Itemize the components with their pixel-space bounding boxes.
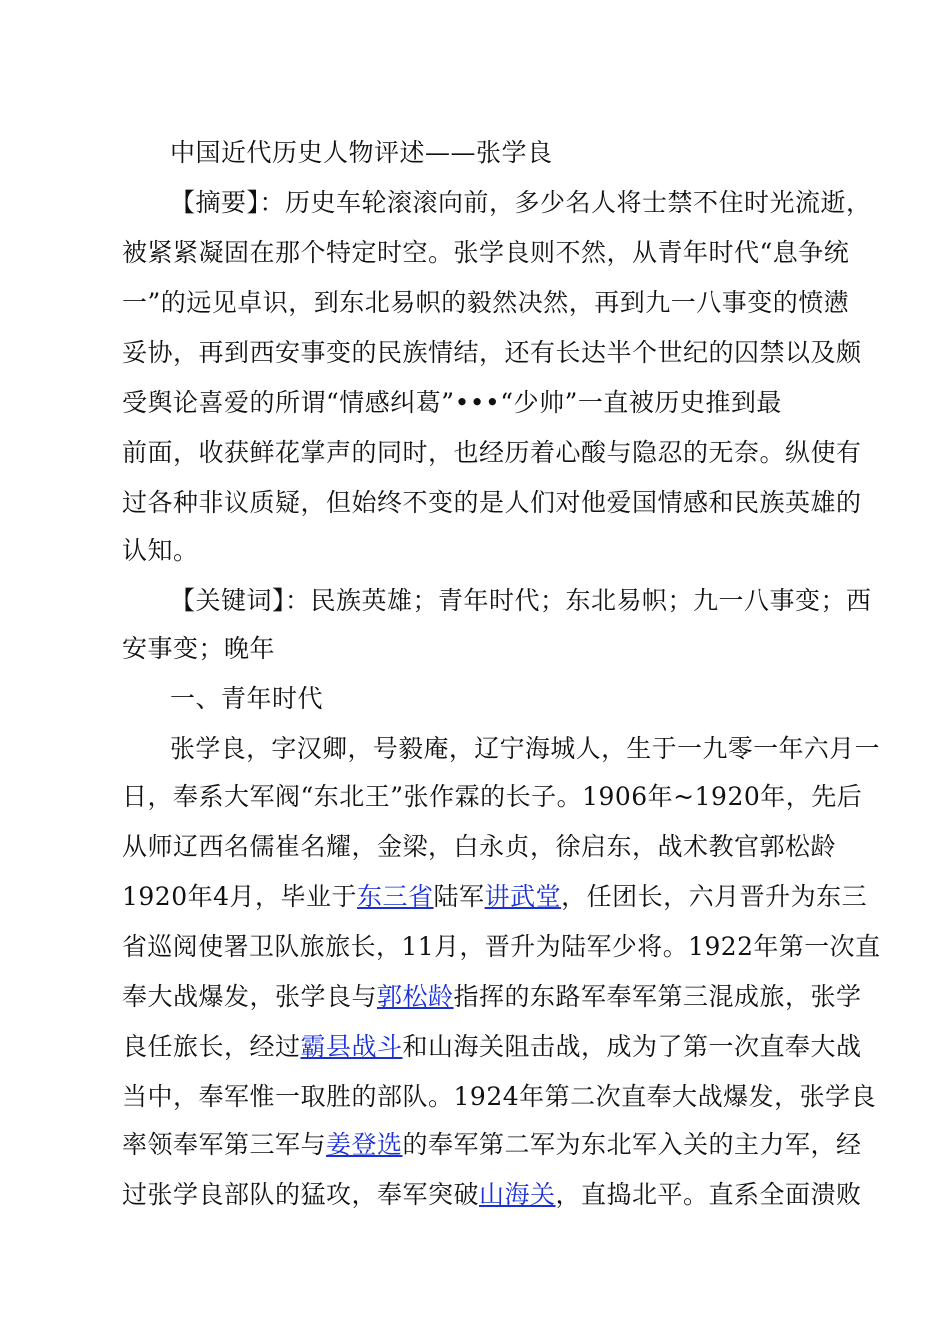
link-guosongling[interactable]: 郭松龄: [377, 982, 454, 1011]
text-run: ，直捣北平。直系全面溃败: [555, 1180, 862, 1209]
text-run: 率领奉军第三军与: [122, 1130, 327, 1159]
body-line: [122, 1120, 862, 1170]
text-run: 的奉军第二军为东北军入关的主力军，经: [402, 1130, 862, 1159]
abstract-line: 受舆论喜爱的所谓“情感纠葛”•••“少帅”一直被历史推到最: [122, 388, 782, 417]
section-heading: 一、青年时代: [170, 684, 324, 713]
abstract-line: 【摘要】：历史车轮滚滚向前，多少名人将士禁不住时光流逝，: [170, 188, 872, 217]
keywords-line: 安事变；晚年: [122, 634, 276, 663]
link-jiangwutang[interactable]: 讲武堂: [484, 882, 562, 911]
text-run: 过张学良部队的猛攻，奉军突破: [122, 1180, 480, 1209]
text-run: ，任团长，六月晋升为东三: [561, 882, 868, 911]
text-run: 奉大战爆发，张学良与: [122, 982, 378, 1011]
body-line: [122, 972, 862, 1022]
body-line: 省巡阅使署卫队旅旅长，11月，晋升为陆军少将。1922年第一次直: [122, 932, 881, 961]
body-line: 当中，奉军惟一取胜的部队。1924年第二次直奉大战爆发，张学良: [122, 1082, 877, 1111]
link-dongsansheng[interactable]: 东三省: [357, 882, 434, 911]
body-line: [122, 872, 867, 922]
text-run: 和山海关阻击战，成为了第一次直奉大战: [402, 1032, 862, 1061]
body-line: [122, 1022, 862, 1072]
abstract-line: 一”的远见卓识，到东北易帜的毅然决然，再到九一八事变的愤懑: [122, 288, 850, 317]
link-baxian-battle[interactable]: 霸县战斗: [300, 1032, 403, 1061]
abstract-line: 被紧紧凝固在那个特定时空。张学良则不然，从青年时代“息争统: [122, 238, 850, 267]
abstract-line: 过各种非议质疑，但始终不变的是人们对他爱国情感和民族英雄的: [122, 488, 862, 517]
abstract-line: 认知。: [122, 536, 199, 565]
link-shanhaiguan[interactable]: 山海关: [479, 1180, 556, 1209]
keywords-line: 【关键词】：民族英雄；青年时代；东北易帜；九一八事变；西: [170, 586, 872, 615]
text-run: 指挥的东路军奉军第三混成旅，张学: [453, 982, 862, 1011]
text-run: 陆军: [433, 882, 485, 911]
body-line: [122, 1170, 862, 1220]
document-title: 中国近代历史人物评述——张学良: [170, 138, 553, 167]
text-run: 1920年4月，毕业于: [122, 882, 358, 911]
text-run: 良任旅长，经过: [122, 1032, 301, 1061]
abstract-line: 前面，收获鲜花掌声的同时，也经历着心酸与隐忍的无奈。纵使有: [122, 438, 862, 467]
body-line: 日，奉系大军阀“东北王”张作霖的长子。1906年~1920年，先后: [122, 782, 863, 811]
body-line: 从师辽西名儒崔名耀，金梁，白永贞，徐启东，战术教官郭松龄: [122, 832, 837, 861]
abstract-line: 妥协，再到西安事变的民族情结，还有长达半个世纪的囚禁以及颇: [122, 338, 862, 367]
body-line: 张学良，字汉卿，号毅庵，辽宁海城人，生于一九零一年六月一: [170, 734, 881, 763]
link-jiangdengxuan[interactable]: 姜登选: [326, 1130, 403, 1159]
